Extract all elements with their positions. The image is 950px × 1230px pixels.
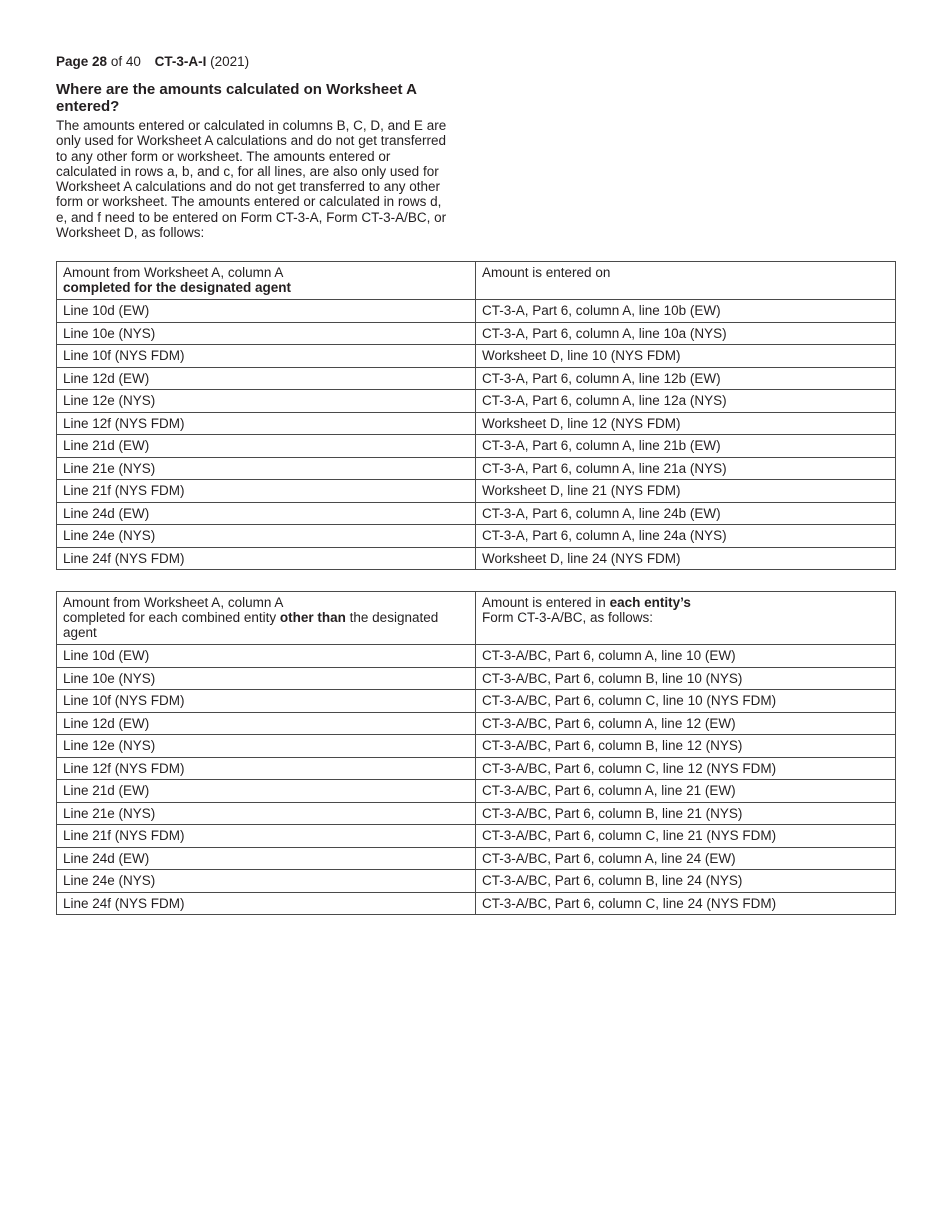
destination-cell: CT-3-A, Part 6, column A, line 12a (NYS): [476, 390, 896, 413]
table-row: [57, 690, 896, 713]
table-row: [57, 300, 896, 323]
destination-cell: CT-3-A, Part 6, column A, line 21b (EW): [476, 435, 896, 458]
source-line-cell: Line 12e (NYS): [57, 735, 476, 758]
source-header-post: the designated agent: [63, 610, 439, 640]
form-year: (2021): [210, 54, 250, 69]
destination-cell: CT-3-A, Part 6, column A, line 24b (EW): [476, 502, 896, 525]
destination-cell: CT-3-A/BC, Part 6, column A, line 10 (EW): [476, 645, 896, 668]
source-line-cell: Line 10d (EW): [57, 645, 476, 668]
source-header-line1: Amount from Worksheet A, column A: [63, 265, 284, 280]
source-line-cell: Line 24e (NYS): [57, 870, 476, 893]
destination-cell: CT-3-A/BC, Part 6, column B, line 10 (NYS): [476, 667, 896, 690]
table-row: [57, 892, 896, 915]
table-row: [57, 802, 896, 825]
source-line-cell: Line 21d (EW): [57, 435, 476, 458]
destination-cell: CT-3-A, Part 6, column A, line 21a (NYS): [476, 457, 896, 480]
destination-cell: CT-3-A/BC, Part 6, column C, line 12 (NYS FDM): [476, 757, 896, 780]
table-row: [57, 870, 896, 893]
destination-cell: CT-3-A, Part 6, column A, line 24a (NYS): [476, 525, 896, 548]
source-line-cell: Line 24e (NYS): [57, 525, 476, 548]
section-heading: Where are the amounts calculated on Worksheet A entered?: [56, 81, 417, 115]
destination-cell: CT-3-A/BC, Part 6, column A, line 12 (EW): [476, 712, 896, 735]
page-header: [56, 54, 249, 70]
destination-header-bold: each entity’s: [609, 595, 691, 610]
combined-entity-table: [56, 591, 896, 915]
table-row: [57, 847, 896, 870]
table-row: [57, 412, 896, 435]
source-line-cell: Line 12f (NYS FDM): [57, 757, 476, 780]
destination-cell: CT-3-A/BC, Part 6, column A, line 21 (EW): [476, 780, 896, 803]
destination-column-header: [476, 592, 896, 645]
destination-cell: CT-3-A/BC, Part 6, column C, line 21 (NYS FDM): [476, 825, 896, 848]
destination-header-post: Form CT-3-A/BC, as follows:: [482, 610, 654, 625]
table-row: [57, 780, 896, 803]
source-line-cell: Line 10e (NYS): [57, 667, 476, 690]
source-column-header: [57, 262, 476, 300]
table-row: [57, 735, 896, 758]
source-header-line2: completed for the designated agent: [63, 280, 292, 295]
source-line-cell: Line 12d (EW): [57, 712, 476, 735]
source-line-cell: Line 10e (NYS): [57, 322, 476, 345]
table-row: [57, 645, 896, 668]
destination-header-text: Amount is entered on: [482, 265, 611, 280]
table-row: [57, 502, 896, 525]
source-line-cell: Line 21f (NYS FDM): [57, 825, 476, 848]
source-column-header: [57, 592, 476, 645]
source-line-cell: Line 24f (NYS FDM): [57, 547, 476, 570]
table-row: [57, 547, 896, 570]
table-row: [57, 480, 896, 503]
source-line-cell: Line 12d (EW): [57, 367, 476, 390]
destination-cell: CT-3-A/BC, Part 6, column C, line 10 (NYS FDM): [476, 690, 896, 713]
source-line-cell: Line 21d (EW): [57, 780, 476, 803]
destination-cell: CT-3-A/BC, Part 6, column A, line 24 (EW): [476, 847, 896, 870]
table-row: [57, 457, 896, 480]
page-number: Page 28: [56, 54, 108, 69]
table-row: [57, 825, 896, 848]
source-header-bold: other than: [279, 610, 346, 625]
destination-cell: Worksheet D, line 21 (NYS FDM): [476, 480, 896, 503]
source-line-cell: Line 24d (EW): [57, 502, 476, 525]
source-line-cell: Line 24d (EW): [57, 847, 476, 870]
source-line-cell: Line 21e (NYS): [57, 802, 476, 825]
destination-cell: CT-3-A/BC, Part 6, column B, line 12 (NYS): [476, 735, 896, 758]
destination-cell: Worksheet D, line 10 (NYS FDM): [476, 345, 896, 368]
intro-paragraph: The amounts entered or calculated in columns B, C, D, and E are only used for Worksheet A calculations and do not get transferred to any other form or worksheet. The amounts entered or calculated in rows a, b, and c, for all lines, are also only used for Worksheet A calculations and do not get transferred to any other form or worksheet. The amounts entered or calculated in rows d, e, and f need to be entered on Form CT-3-A, Form CT-3-A/BC, or Worksheet D, as follows:: [56, 118, 447, 241]
destination-cell: CT-3-A, Part 6, column A, line 10b (EW): [476, 300, 896, 323]
source-line-cell: Line 21e (NYS): [57, 457, 476, 480]
source-line-cell: Line 10f (NYS FDM): [57, 690, 476, 713]
source-header-pre: completed for each combined entity: [63, 610, 277, 625]
destination-header-pre: Amount is entered in: [482, 595, 606, 610]
form-id: CT-3-A-I: [154, 54, 207, 69]
table-row: [57, 322, 896, 345]
table-row: [57, 757, 896, 780]
page-total: of 40: [110, 54, 141, 69]
table-row: [57, 712, 896, 735]
destination-cell: CT-3-A/BC, Part 6, column B, line 24 (NYS): [476, 870, 896, 893]
destination-cell: Worksheet D, line 12 (NYS FDM): [476, 412, 896, 435]
source-line-cell: Line 10d (EW): [57, 300, 476, 323]
designated-agent-table: [56, 261, 896, 570]
source-line-cell: Line 12f (NYS FDM): [57, 412, 476, 435]
source-line-cell: Line 21f (NYS FDM): [57, 480, 476, 503]
table-header-row: [57, 592, 896, 645]
table-row: [57, 345, 896, 368]
source-line-cell: Line 10f (NYS FDM): [57, 345, 476, 368]
source-line-cell: Line 12e (NYS): [57, 390, 476, 413]
table-row: [57, 367, 896, 390]
destination-cell: CT-3-A, Part 6, column A, line 12b (EW): [476, 367, 896, 390]
source-line-cell: Line 24f (NYS FDM): [57, 892, 476, 915]
source-header-line1: Amount from Worksheet A, column A: [63, 595, 284, 610]
table-row: [57, 525, 896, 548]
table-header-row: [57, 262, 896, 300]
destination-cell: Worksheet D, line 24 (NYS FDM): [476, 547, 896, 570]
destination-cell: CT-3-A, Part 6, column A, line 10a (NYS): [476, 322, 896, 345]
table-row: [57, 435, 896, 458]
destination-cell: CT-3-A/BC, Part 6, column C, line 24 (NYS FDM): [476, 892, 896, 915]
table-row: [57, 390, 896, 413]
destination-column-header: [476, 262, 896, 300]
destination-cell: CT-3-A/BC, Part 6, column B, line 21 (NYS): [476, 802, 896, 825]
table-row: [57, 667, 896, 690]
